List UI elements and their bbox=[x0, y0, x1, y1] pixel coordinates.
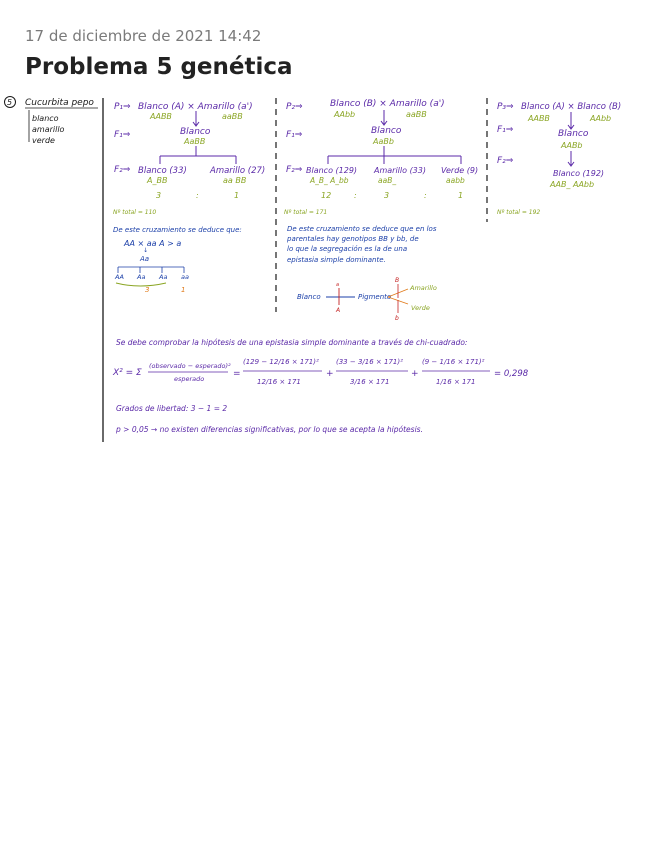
cross3-f2-pheno: Blanco (192) bbox=[553, 169, 605, 178]
cross2-f2-geno3: aabb bbox=[446, 176, 465, 185]
chi-intro: Se debe comprobar la hipótesis de una epistasia simple dominante a través de chi-cuadrado: bbox=[116, 338, 468, 347]
cross2-p-label: P₂⇒ bbox=[286, 102, 303, 112]
cross3-p-text: Blanco (A) × Blanco (B) bbox=[521, 102, 622, 112]
punnett-2: Aa bbox=[137, 273, 146, 281]
cross1-ratio2: 1 bbox=[234, 191, 240, 200]
chi-t1-den: 12/16 × 171 bbox=[257, 378, 301, 386]
left-heading: Cucurbita pepo bbox=[25, 98, 94, 108]
cross2-f2-pheno2: Amarillo (33) bbox=[374, 166, 426, 175]
cross2-p-geno1: AAbb bbox=[334, 110, 356, 119]
deduction1-ratio1: 3 bbox=[145, 286, 150, 294]
chi-lhs: X² = Σ bbox=[113, 368, 142, 378]
deduction2-line3: lo que la segregación es la de una bbox=[287, 245, 408, 253]
cross2-f1-geno: AaBb bbox=[373, 137, 394, 146]
cross1-ratio-sep: : bbox=[196, 191, 199, 200]
cross3-f1-label: F₁⇒ bbox=[497, 125, 514, 135]
cross1-total: Nº total = 110 bbox=[113, 209, 157, 216]
svg-text:↓: ↓ bbox=[143, 247, 149, 254]
cross2-f2-pheno1: Blanco (129) bbox=[306, 166, 358, 175]
left-item-amarillo: amarillo bbox=[32, 125, 65, 134]
punnett-3: Aa bbox=[159, 273, 168, 281]
cross2-ratio2: 3 bbox=[384, 191, 390, 200]
cross1-f2-label: F₂⇒ bbox=[114, 165, 131, 175]
chi-frac-den: esperado bbox=[174, 375, 205, 383]
cross3-f1-pheno: Blanco bbox=[558, 129, 589, 139]
pathway-a: A bbox=[336, 307, 341, 314]
svg-text::: : bbox=[424, 191, 427, 200]
cross2-f2-geno1: A_B_ A_bb bbox=[310, 176, 349, 185]
cross3-f2-geno: AAB_ AAbb bbox=[550, 180, 595, 189]
deduction2-line2: parentales hay genotipos BB y bb, de bbox=[287, 235, 419, 243]
cross1-f1-pheno: Blanco bbox=[180, 127, 211, 137]
deduction1-line1: AA × aa A > a bbox=[124, 239, 182, 248]
cross1-f2-pheno2: Amarillo (27) bbox=[210, 166, 266, 176]
deduction2-line4: epistasia simple dominante. bbox=[287, 256, 386, 264]
chi-t2-num: (33 − 3/16 × 171)² bbox=[336, 358, 403, 366]
cross3-f2-label: F₂⇒ bbox=[497, 156, 514, 166]
cross2-f2-geno2: aaB_ bbox=[378, 176, 397, 185]
chi-t1-num: (129 − 12/16 × 171)² bbox=[243, 358, 319, 366]
chi-plus-1: + bbox=[326, 369, 334, 379]
pathway-b-top: B bbox=[395, 277, 400, 284]
chi-result: = 0,298 bbox=[494, 369, 529, 379]
cross1-f2-geno2: aa BB bbox=[223, 176, 247, 185]
cross3-p-geno2: AAbb bbox=[590, 114, 612, 123]
cross2-ratio3: 1 bbox=[458, 191, 464, 200]
pathway-blanco: Blanco bbox=[297, 293, 321, 301]
chi-eq: = bbox=[233, 369, 241, 379]
cross1-p-geno2: aaBB bbox=[222, 112, 243, 121]
cross2-f2-label: F₂⇒ bbox=[286, 165, 303, 175]
cross2-f2-pheno3: Verde (9) bbox=[441, 166, 479, 175]
problem-number: 5 bbox=[7, 98, 13, 107]
svg-text:a: a bbox=[336, 282, 340, 288]
svg-text::: : bbox=[354, 191, 357, 200]
cross3-f1-geno: AABb bbox=[561, 141, 583, 150]
pathway-b-bottom: b bbox=[395, 315, 399, 322]
punnett-4: aa bbox=[181, 273, 189, 281]
cross2-ratio1: 12 bbox=[321, 191, 332, 200]
chi-dof: Grados de libertad: 3 − 1 = 2 bbox=[116, 404, 228, 413]
page-title: Problema 5 genética bbox=[25, 54, 293, 80]
cross3-total: Nº total = 192 bbox=[497, 209, 541, 216]
cross2-total: Nº total = 171 bbox=[284, 209, 328, 216]
cross2-f1-label: F₁⇒ bbox=[286, 130, 303, 140]
cross1-p-text: Blanco (A) × Amarillo (a') bbox=[138, 102, 253, 112]
deduction2-line1: De este cruzamiento se deduce que en los bbox=[287, 225, 437, 233]
cross1-p-label: P₁⇒ bbox=[114, 102, 131, 112]
cross3-p-geno1: AABB bbox=[528, 114, 550, 123]
chi-t2-den: 3/16 × 171 bbox=[350, 378, 390, 386]
cross2-f1-pheno: Blanco bbox=[371, 126, 402, 136]
pathway-pigmento: Pigmento bbox=[358, 293, 392, 301]
cross1-ratio1: 3 bbox=[156, 191, 162, 200]
chi-t3-num: (9 − 1/16 × 171)² bbox=[422, 358, 485, 366]
cross1-f2-geno1: A_BB bbox=[147, 176, 168, 185]
deduction1-line2: Aa bbox=[140, 255, 150, 263]
cross1-f1-geno: AaBB bbox=[184, 137, 206, 146]
chi-frac-num: (observado − esperado)² bbox=[149, 362, 231, 370]
cross3-p-label: P₃⇒ bbox=[497, 102, 514, 112]
left-item-blanco: blanco bbox=[32, 114, 59, 123]
pathway-verde: Verde bbox=[411, 304, 430, 312]
chi-t3-den: 1/16 × 171 bbox=[436, 378, 476, 386]
cross2-p-geno2: aaBB bbox=[406, 110, 427, 119]
chi-conclusion: p > 0,05 → no existen diferencias significativas, por lo que se acepta la hipótesis. bbox=[116, 425, 423, 434]
page-date: 17 de diciembre de 2021 14:42 bbox=[25, 27, 262, 45]
cross2-p-text: Blanco (B) × Amarillo (a') bbox=[330, 99, 445, 109]
pathway-amarillo: Amarillo bbox=[410, 284, 437, 292]
cross1-p-geno1: AABB bbox=[150, 112, 172, 121]
deduction1-ratio2: 1 bbox=[181, 286, 186, 294]
deduction1-text: De este cruzamiento se deduce que: bbox=[113, 226, 242, 234]
cross1-f1-label: F₁⇒ bbox=[114, 130, 131, 140]
punnett-1: AA bbox=[115, 273, 124, 281]
left-item-verde: verde bbox=[32, 136, 55, 145]
cross1-f2-pheno1: Blanco (33) bbox=[138, 166, 187, 176]
chi-plus-2: + bbox=[411, 369, 419, 379]
